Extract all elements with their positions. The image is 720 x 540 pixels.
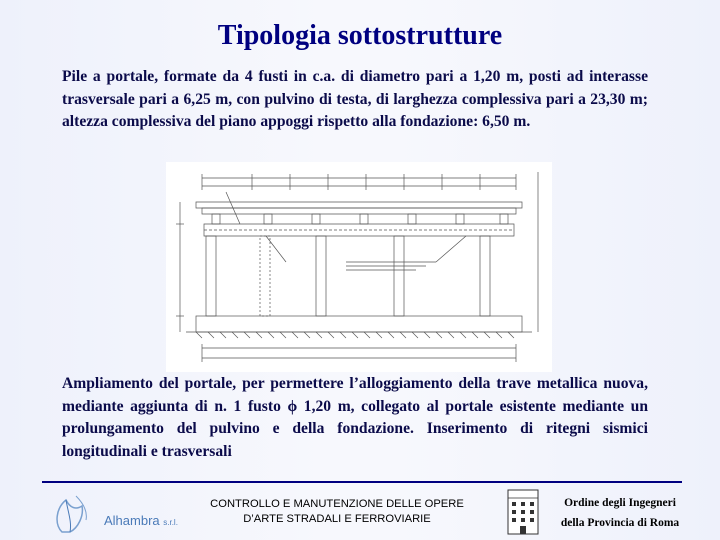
footer-divider bbox=[42, 481, 682, 483]
alhambra-logo-icon bbox=[48, 488, 178, 536]
footer-project-title bbox=[192, 497, 482, 526]
pier-section-drawing bbox=[166, 162, 552, 372]
logo-name: Alhambra bbox=[104, 513, 160, 528]
description-paragraph: Pile a portale, formate da 4 fusti in c.a. di diametro pari a 1,20 m, posti ad interasse trasversale pari a 6,25 m, con pulvino di testa, di larghezza complessiva pari a 23,30 m; altezza complessiva del piano appoggi rispetto alla fondazione: 6,50 m. bbox=[62, 68, 648, 130]
footer-center-line2: D’ARTE STRADALI E FERROVIARIE bbox=[243, 512, 431, 525]
technical-drawing-figure bbox=[166, 162, 552, 372]
footer-org-line1: Ordine degli Ingegneri bbox=[564, 497, 676, 509]
extension-paragraph: Ampliamento del portale, per permettere l’alloggiamento della trave metallica nuova, mediante aggiunta di n. 1 fusto ϕ 1,20 m, collegato al portale esistente mediante un prolungamento del pulvino e della fondazione. Inserimento di ritegni sismici longitudinali e trasversali bbox=[62, 375, 648, 460]
footer-center-line1: CONTROLLO E MANUTENZIONE DELLE OPERE bbox=[210, 498, 464, 510]
building-icon bbox=[502, 486, 544, 536]
logo-suffix: s.r.l. bbox=[163, 518, 178, 527]
alhambra-logo-text bbox=[104, 513, 178, 528]
footer-org-line2: della Provincia di Roma bbox=[560, 517, 680, 529]
slide-title: Tipologia sottostrutture bbox=[217, 20, 503, 51]
